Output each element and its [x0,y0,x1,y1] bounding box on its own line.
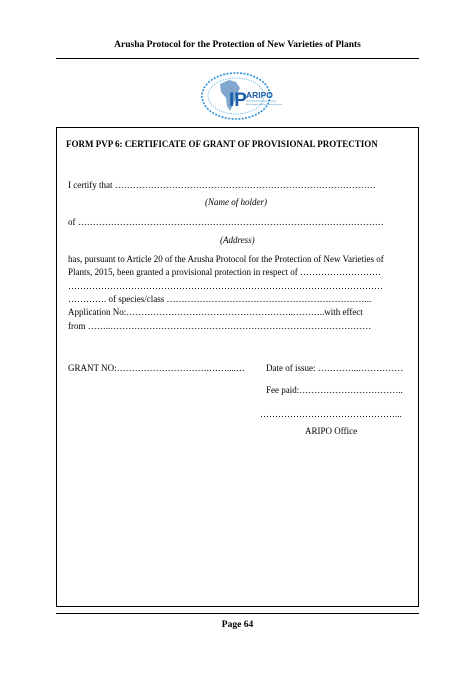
aripo-logo [196,70,282,122]
holder-caption: (Name of holder) [205,197,267,207]
date-of-issue: Date of issue: …………..…………… [266,363,404,373]
logo-letters: IP [229,90,247,111]
of-line: of ………………………………………………………………………………………… [68,217,384,227]
running-header: Arusha Protocol for the Protection of New Varieties of Plants [114,40,361,50]
fee-paid: Fee paid:…………………………….. [266,385,403,395]
aripo-logo-graphic [196,70,282,122]
logo-wordmark: ARIPO [246,90,273,100]
page-number: Page 64 [221,620,254,630]
form-title: FORM PVP 6: CERTIFICATE OF GRANT OF PROVISIONAL PROTECTION [66,139,378,149]
footer-rule [56,613,419,614]
grant-no: GRANT NO:………………………….……....… [68,363,245,373]
office-label: ARIPO Office [305,426,358,436]
logo-tagline: African Regional Intellectual Property Organization [246,104,282,106]
body-line-5: Application No:………………………………………………..………..with effect [68,307,363,317]
header-rule [56,58,419,59]
body-line-3: …………………………………………………………………………………………… [68,281,383,291]
body-line-2: Plants, 2015, been granted a provisional protection in respect of ……………………… [68,267,381,277]
body-line-1: has, pursuant to Article 20 of the Arusha Protocol for the Protection of New Varieties of [68,254,384,264]
signature-line: ………………………………………... [260,409,402,419]
body-line-4: …………. of species/class …………………………………………………………... [68,294,372,304]
address-caption: (Address) [220,235,255,245]
body-line-6: from ……..…………………………………………………………………………… [68,321,372,331]
certify-line: I certify that …………………………………………………………………………… [68,180,376,190]
